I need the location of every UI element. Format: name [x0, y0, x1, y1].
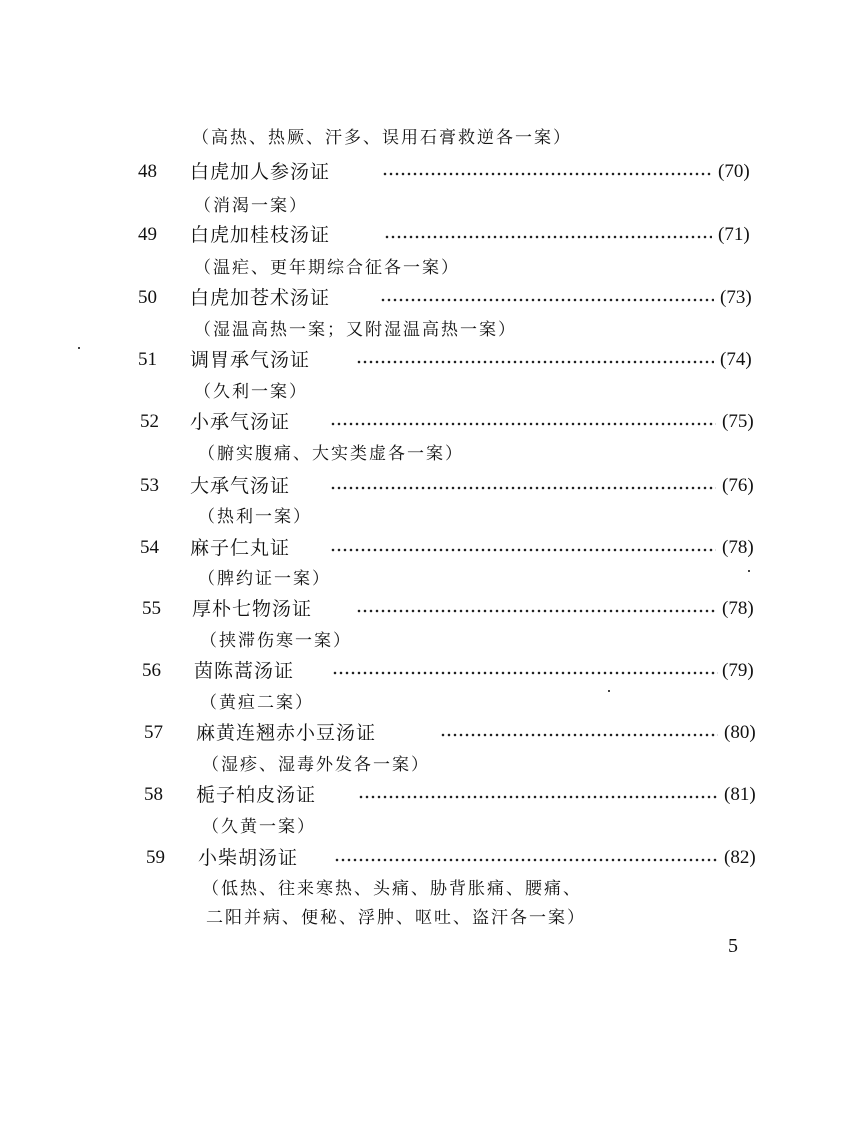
toc-entry: [0, 157, 866, 187]
scan-speck: [748, 570, 750, 572]
toc-entry: [0, 843, 866, 873]
toc-entry: [0, 407, 866, 437]
entry-note: （脾约证一案）: [198, 569, 331, 589]
entry-note: （腑实腹痛、大实类虚各一案）: [198, 444, 464, 464]
entry-number: 52: [140, 411, 159, 432]
entry-number: 50: [138, 287, 157, 308]
scan-speck: [608, 690, 610, 692]
leader-dots: [334, 858, 718, 862]
entry-page: (70): [718, 161, 750, 182]
entry-title: 栀子柏皮汤证: [196, 784, 317, 806]
leader-dots: [384, 235, 712, 239]
entry-title: 白虎加苍术汤证: [190, 287, 331, 309]
entry-number: 55: [142, 598, 161, 619]
page-number: 5: [728, 935, 738, 957]
entry-note: （湿疹、湿毒外发各一案）: [202, 755, 430, 775]
scan-speck: [78, 347, 80, 349]
entry-note: （热利一案）: [198, 507, 312, 527]
entry-note: （挟滞伤寒一案）: [200, 631, 352, 651]
entry-note: （低热、往来寒热、头痛、胁背胀痛、腰痛、: [202, 879, 582, 899]
entry-title: 白虎加桂枝汤证: [190, 224, 331, 246]
entry-title: 白虎加人参汤证: [190, 161, 331, 183]
leader-dots: [440, 733, 718, 737]
entry-number: 57: [144, 722, 163, 743]
entry-page: (73): [720, 287, 752, 308]
entry-note: （黄疸二案）: [200, 693, 314, 713]
entry-page: (82): [724, 847, 756, 868]
leader-dots: [330, 548, 716, 552]
entry-note: （湿温高热一案；又附湿温高热一案）: [194, 320, 517, 340]
entry-page: (79): [722, 660, 754, 681]
lead-note: （高热、热厥、汗多、误用石膏救逆各一案）: [192, 128, 572, 148]
entry-page: (78): [722, 537, 754, 558]
entry-page: (76): [722, 475, 754, 496]
entry-page: (80): [724, 722, 756, 743]
entry-number: 56: [142, 660, 161, 681]
leader-dots: [332, 671, 718, 675]
leader-dots: [356, 609, 716, 613]
leader-dots: [382, 172, 712, 176]
entry-note-continued: 二阳并病、便秘、浮肿、呕吐、盗汗各一案）: [206, 908, 586, 928]
entry-number: 59: [146, 847, 165, 868]
entry-title: 调胃承气汤证: [190, 349, 311, 371]
toc-entry: [0, 718, 866, 748]
entry-title: 大承气汤证: [190, 475, 291, 497]
entry-number: 58: [144, 784, 163, 805]
entry-number: 54: [140, 537, 159, 558]
toc-entry: [0, 594, 866, 624]
entry-number: 53: [140, 475, 159, 496]
entry-title: 茵陈蒿汤证: [194, 660, 295, 682]
toc-entry: [0, 220, 866, 250]
leader-dots: [330, 486, 716, 490]
entry-note: （久黄一案）: [202, 817, 316, 837]
entry-number: 49: [138, 224, 157, 245]
entry-number: 48: [138, 161, 157, 182]
entry-title: 麻黄连翘赤小豆汤证: [196, 722, 377, 744]
entry-title: 麻子仁丸证: [190, 537, 291, 559]
leader-dots: [356, 360, 714, 364]
entry-number: 51: [138, 349, 157, 370]
leader-dots: [358, 795, 718, 799]
leader-dots: [330, 422, 716, 426]
leader-dots: [380, 298, 714, 302]
entry-note: （温疟、更年期综合征各一案）: [194, 258, 460, 278]
toc-entry: [0, 471, 866, 501]
entry-note: （消渴一案）: [194, 196, 308, 216]
entry-page: (81): [724, 784, 756, 805]
toc-entry: [0, 533, 866, 563]
entry-title: 小柴胡汤证: [198, 847, 299, 869]
entry-page: (71): [718, 224, 750, 245]
entry-page: (74): [720, 349, 752, 370]
entry-page: (78): [722, 598, 754, 619]
toc-entry: [0, 656, 866, 686]
toc-entry: [0, 283, 866, 313]
entry-title: 厚朴七物汤证: [192, 598, 313, 620]
toc-entry: [0, 780, 866, 810]
entry-title: 小承气汤证: [190, 411, 291, 433]
entry-note: （久利一案）: [194, 382, 308, 402]
toc-entry: [0, 345, 866, 375]
entry-page: (75): [722, 411, 754, 432]
